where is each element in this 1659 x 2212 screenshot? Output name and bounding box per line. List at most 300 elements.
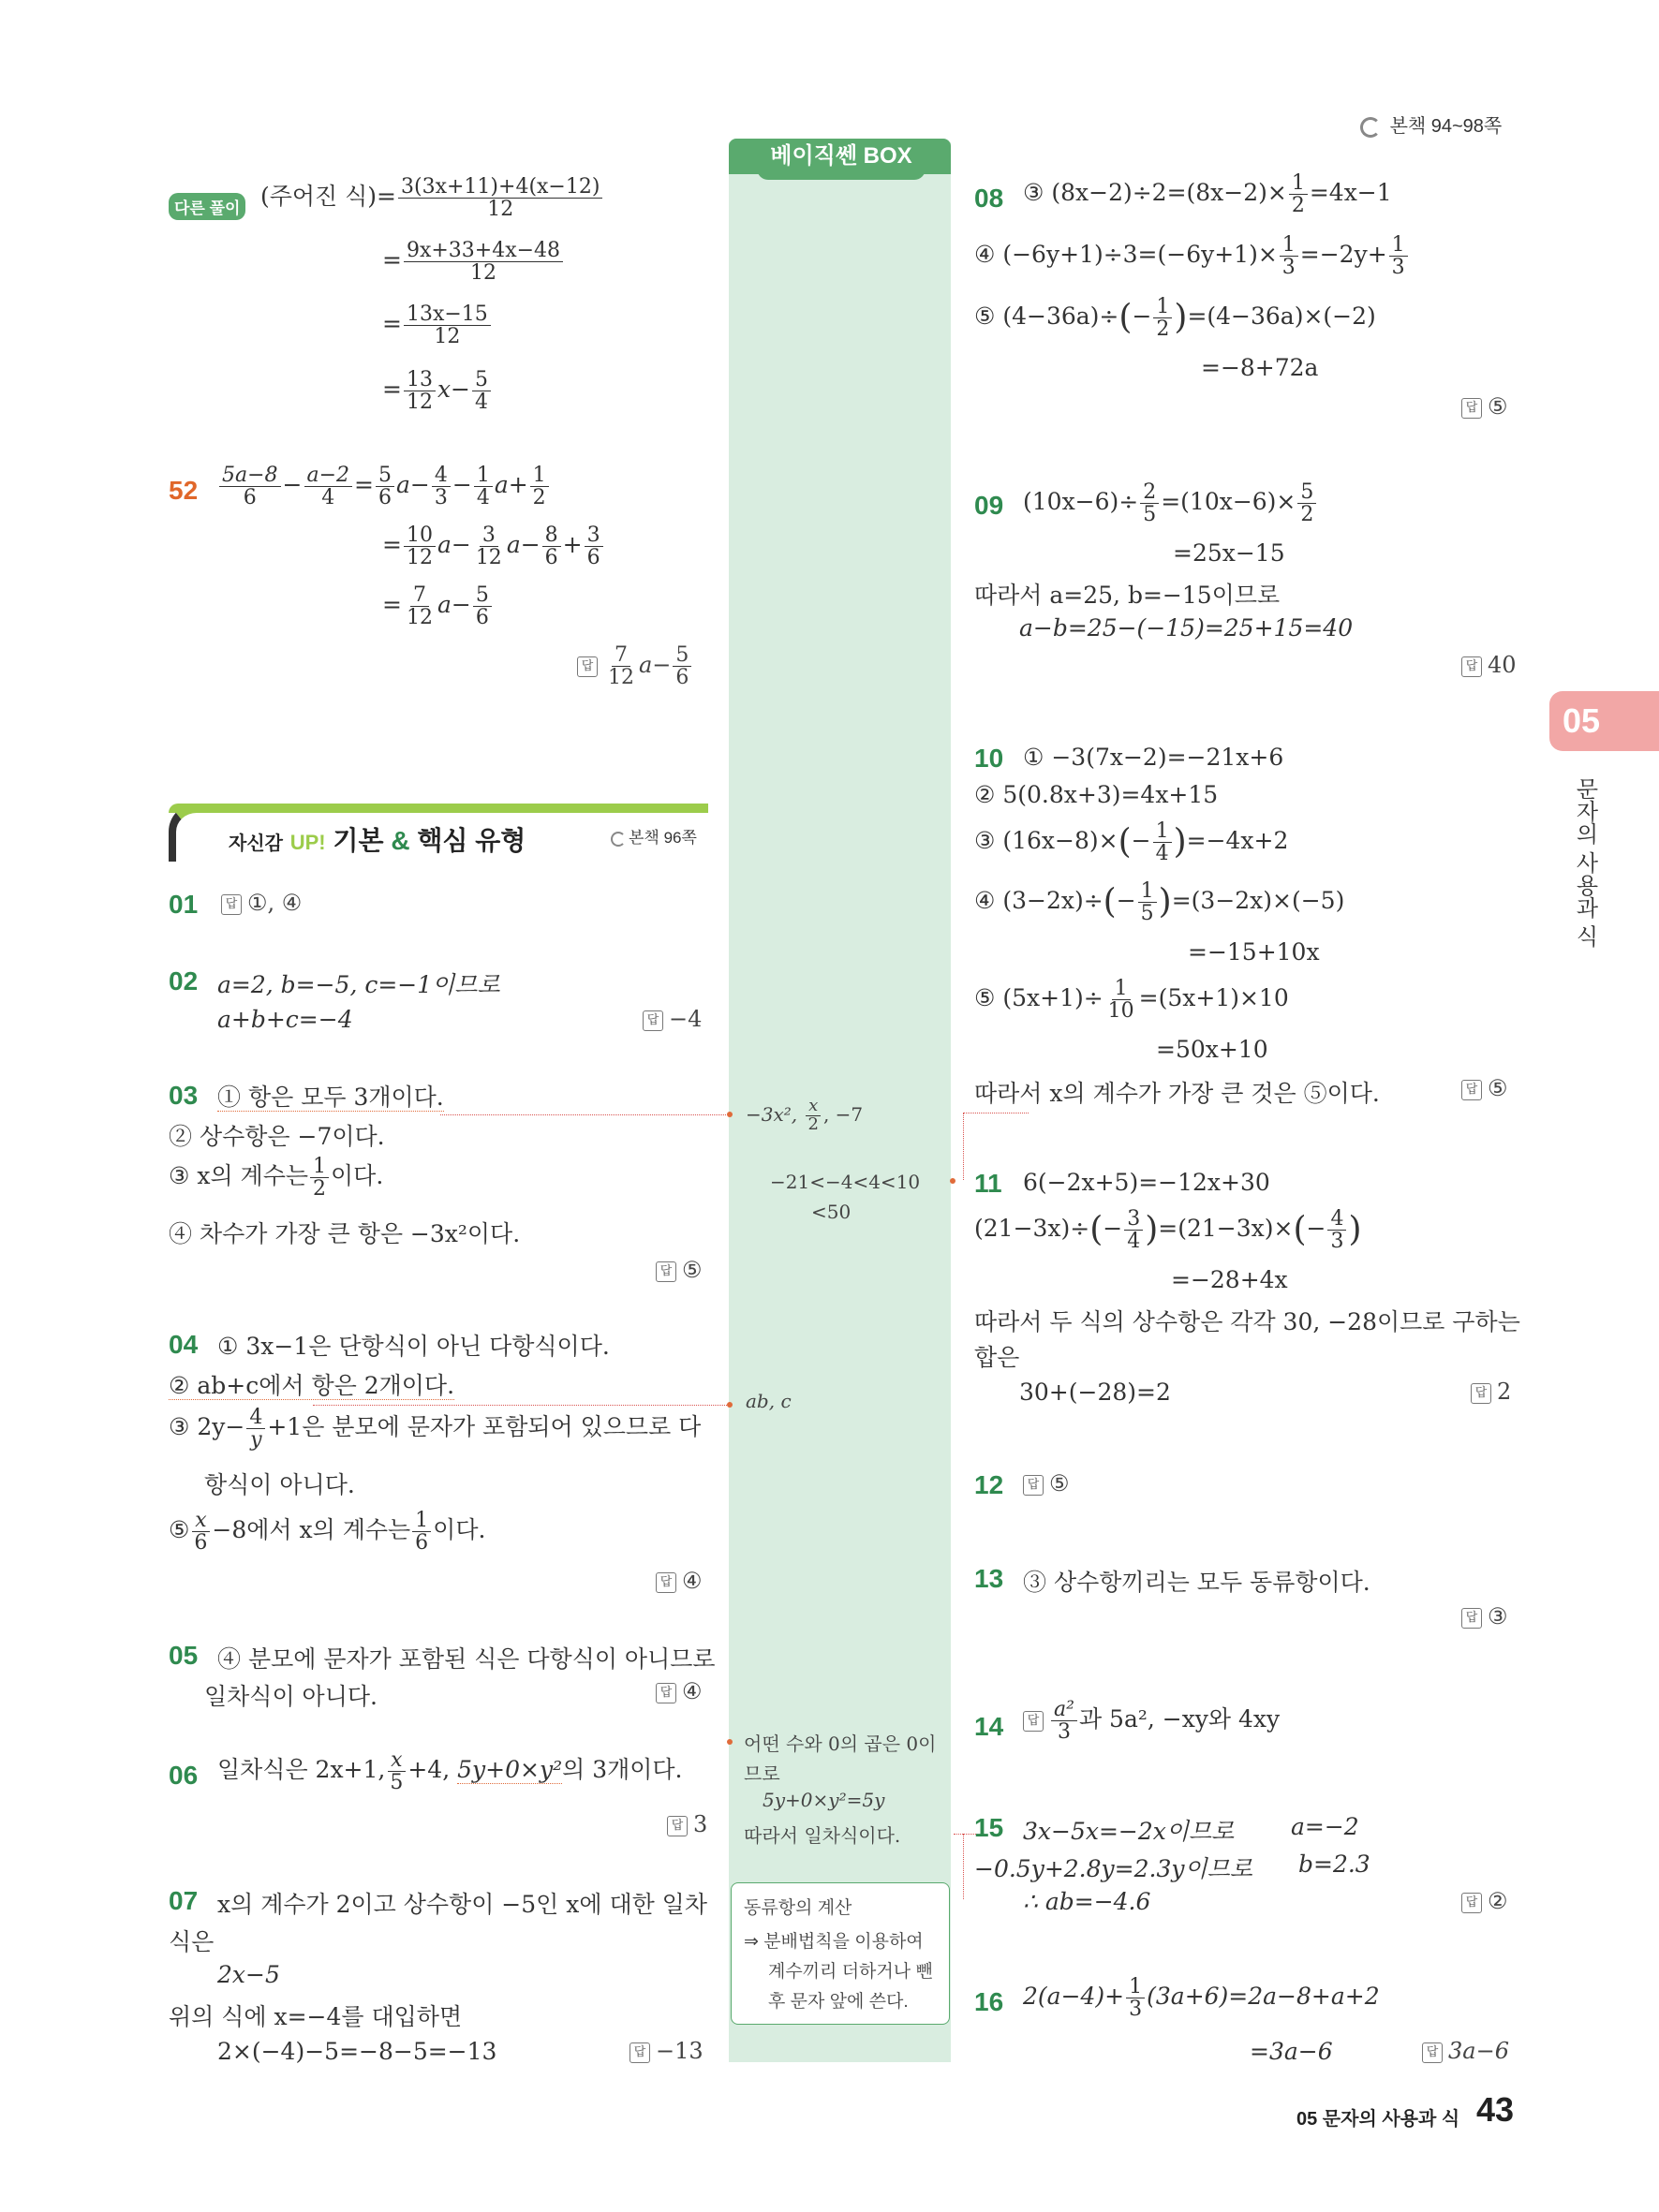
p06-line-1 [217,1749,683,1793]
fraction [1105,978,1137,1022]
answer-icon: 답 [643,1010,663,1031]
expr-part: a− [437,591,471,619]
problem-number-11: 11 [974,1169,1002,1198]
fraction [310,1156,329,1200]
answer-icon: 답 [1461,398,1482,419]
frac-num: 13 [404,369,436,391]
frac-num: 1 [1289,172,1308,195]
problem-number-15: 15 [974,1813,1004,1842]
frac-den: 4 [475,391,488,415]
fraction [473,524,505,568]
alt-line-2: = $\frac{9x+33+4x-48}{12}$ [382,240,565,284]
p04-line-2 [169,1367,454,1401]
p10-line-7: =50x+10 [1156,1036,1268,1063]
answer-text: ⑤ [1488,393,1508,420]
section-ref [611,824,697,848]
p05-line-1: ④ 분모에 문자가 포함된 식은 다항식이 아니므로 [217,1645,716,1673]
fraction [404,524,436,568]
problem-number-06: 06 [169,1761,199,1790]
frac-num: 5 [673,644,691,667]
expr-part: − [452,471,472,499]
expr-part: =(5x+1)×10 [1138,984,1289,1012]
expr-part: a+ [494,471,528,499]
problem-number-52: 52 [169,476,199,505]
p07-line-4: 위의 식에 x=−4를 대입하면 [169,2003,463,2030]
answer-text: 40 [1488,652,1517,678]
connector-11-v [963,1113,964,1180]
frac-den: 4 [476,486,490,510]
section-rest: 핵심 유형 [417,826,526,855]
expr-part: 이다. [331,1162,384,1190]
frac-den: 3 [1281,256,1296,280]
p09-line-2: =25x−15 [1173,539,1285,567]
p13-line-1: ③ 상수항끼리는 모두 동류항이다. [1023,1569,1370,1596]
expr-part: =(21−3x)× [1158,1215,1294,1243]
expr-part: ③ (16x−8)× [974,827,1118,855]
fraction [1389,234,1408,278]
p15-line-2-result: b=2.3 [1298,1851,1370,1878]
frac-num: 5 [1297,481,1316,504]
p07-line-3: 2x−5 [217,1961,280,1988]
p15-line-3: ∴ ab=−4.6 [1023,1888,1151,1915]
p15-line-2 [974,1851,1252,1884]
frac-num: 10 [404,524,436,547]
fraction [1153,820,1172,864]
problem-number-10: 10 [974,744,1004,773]
p16-answer [1422,2038,1509,2064]
expr-part: (21−3x)÷ [974,1215,1090,1243]
fraction [219,465,281,509]
frac-den: 12 [470,261,496,286]
problem-number-09: 09 [974,491,1004,520]
p03-line-1 [217,1079,444,1113]
answer-icon: 답 [577,656,598,677]
note-11-b: <50 [811,1201,852,1223]
paren: ) [1158,882,1172,922]
frac-den: 2 [1156,317,1170,342]
fraction [404,240,563,284]
problem-number-05: 05 [169,1641,199,1670]
frac-den: 12 [434,325,461,349]
problem-number-16: 16 [974,1987,1004,2016]
answer-icon: 답 [1023,1475,1044,1496]
fraction [1124,1208,1143,1252]
answer-text: ② [1488,1888,1508,1914]
fraction [376,465,394,509]
expr-part: =(4−36a)×(−2) [1187,302,1376,331]
fraction [473,584,492,628]
p04-text-2: ② ab+c에서 항은 2개이다. [169,1372,455,1399]
problem-number-12: 12 [974,1470,1004,1499]
answer-icon: 답 [1471,1383,1491,1404]
paren: ) [1173,822,1187,862]
p16-line-1 [1023,1976,1380,2020]
frac-num: 1 [310,1156,329,1178]
expr-part: ③ 2y− [169,1413,245,1441]
frac-den: 12 [406,546,433,570]
frac-den: 6 [544,546,558,570]
frac-num: 1 [1138,880,1157,903]
p07-line-5: 2×(−4)−5=−8−5=−13 [217,2038,497,2065]
page-number: 43 [1476,2090,1515,2129]
answer-text: 3 [693,1811,708,1837]
expr-part: −8에서 x의 계수는 [212,1516,411,1544]
frac-den: 5 [1140,902,1154,926]
answer-icon: 답 [1461,1608,1482,1629]
expr-part: x− [437,376,470,404]
fraction [404,303,491,347]
frac-num: 5 [473,584,492,607]
p07-line-2: 식은 [169,1928,215,1955]
expr-part: (3a+6)=2a−8+a+2 [1147,1983,1380,2011]
p04-line-5 [169,1510,485,1554]
frac-den: 12 [406,391,433,415]
frac-den: 5 [390,1771,404,1795]
fraction [1297,481,1316,525]
paren: ( [1293,1210,1307,1249]
note-04: ab, c [746,1390,792,1412]
expr-part: ⑤ [169,1516,190,1544]
p15-line-1 [1023,1813,1234,1847]
connector-15-h [954,1834,976,1835]
expr-part: a− [639,652,672,679]
p52-line-1: $\frac{5a-8}{6}$ − $\frac{a-2}{4}$ = $\frac{5}{6}$ a− $\frac{4}{3}$ − $\frac{1}{4}$ a+ $\frac{1}{2}$ [217,465,551,509]
p03-line-2: ② 상수항은 −7이다. [169,1123,385,1150]
frac-num: 3 [480,524,498,547]
note-part: , −7 [822,1102,864,1126]
fraction [1140,481,1159,525]
expr-part: =−2y+ [1299,241,1387,269]
paren: ( [1103,882,1117,922]
answer-icon: 답 [1461,1893,1482,1913]
p02-line-2: a+b+c=−4 [217,1006,353,1033]
frac-den: 4 [1127,1230,1141,1254]
answer-text: −4 [669,1006,703,1032]
fraction [304,465,353,509]
frac-den: 12 [608,666,634,690]
fraction [472,369,491,413]
paren: ) [1348,1210,1362,1249]
frac-num: x [192,1510,209,1532]
fraction [806,1098,822,1134]
fraction [585,524,603,568]
p06-answer [667,1811,707,1837]
answer-icon: 답 [630,2042,650,2063]
frac-num: 4 [1327,1208,1346,1231]
fraction [1327,1208,1346,1252]
fraction [474,465,493,509]
p11-line-6: 30+(−28)=2 [1019,1379,1171,1406]
frac-num: 5 [472,369,491,391]
frac-num: 3 [1124,1208,1143,1231]
frac-num: x [806,1098,821,1116]
expr-part: 3x−5x=−2x이므로 [1023,1818,1235,1845]
refresh-icon [611,832,626,847]
alt-line-4: = $\frac{13}{12}$ x− $\frac{5}{4}$ [382,369,493,413]
frac-num: 7 [410,584,429,607]
expr-part: +1은 분모에 문자가 포함되어 있으므로 다 [267,1413,702,1441]
section-green-strip [169,804,708,813]
frac-num: 1 [530,465,549,487]
note-06-l4: 따라서 일차식이다. [744,1824,901,1847]
section-ref-label: 본책 96쪽 [629,829,697,847]
frac-den: 2 [1291,194,1305,218]
page-ref-header: 본책 94~98쪽 [1360,111,1502,138]
frac-den: 2 [1300,503,1314,527]
expr-part: 과 5a², −xy와 4xy [1078,1705,1281,1733]
fraction [387,1749,406,1793]
note-06-l1: 어떤 수와 0의 곱은 0이 [744,1733,937,1755]
frac-den: y [250,1428,262,1453]
frac-den: 6 [475,606,489,630]
p13-answer [1461,1603,1508,1630]
answer-icon: 답 [1023,1711,1044,1732]
frac-den: 6 [586,546,600,570]
answer-text: −13 [656,2038,704,2064]
problem-number-13: 13 [974,1564,1004,1593]
problem-number-04: 04 [169,1330,199,1359]
frac-num: 1 [1153,820,1172,843]
frac-den: 3 [1391,256,1405,280]
frac-num: 5 [376,465,394,487]
frac-num: a−2 [304,465,353,487]
chapter-title-vertical: 문자의 사용과 식 [1572,777,1597,948]
expr-part: +4, [407,1756,451,1784]
p11-answer [1471,1379,1511,1405]
box-title: 베이직쎈 BOX [757,139,926,180]
p10-answer [1461,1075,1508,1101]
alt-line-3: = $\frac{13x-15}{12}$ [382,303,493,347]
connector-04 [313,1405,727,1406]
p12-answer [1023,1470,1070,1497]
fraction [1126,1976,1145,2020]
expr-part: −0.5y+2.8y=2.3y이므로 [974,1855,1252,1882]
answer-text: ④ [682,1568,703,1594]
p52-answer [577,644,693,688]
answer-text: 3a−6 [1448,2038,1509,2064]
fraction [404,584,436,628]
frac-den: 3 [434,486,448,510]
p03-answer [656,1257,703,1283]
frac-num: 1 [412,1510,431,1532]
fraction [542,524,561,568]
answer-icon: 답 [667,1816,688,1836]
frac-den: 2 [532,486,546,510]
p04-line-3 [169,1407,701,1451]
p14-line-1 [1023,1699,1280,1743]
frac-den: 3 [1129,1998,1143,2022]
connector-dot [727,1739,733,1745]
frac-den: 4 [1155,842,1169,866]
paren: ( [1089,1210,1104,1249]
expr-part: + [562,531,583,559]
chapter-tab: 05 [1549,691,1659,751]
expr-part: (10x−6)÷ [1023,488,1139,516]
like-terms-l1: ⇒ 분배법칙을 이용하여 [744,1932,924,1952]
frac-num: x [388,1749,405,1772]
p04-answer [656,1568,703,1594]
expr-part: =(3−2x)×(−5) [1171,887,1345,915]
p11-line-3: =−28+4x [1171,1266,1288,1293]
section-dark-corner [169,804,217,862]
footer-chapter: 05 문자의 사용과 식 [1296,2109,1460,2130]
p03-line-3 [169,1156,383,1200]
fraction [404,369,436,413]
p06-underlined: 5y+0×y² [457,1756,563,1784]
p08-line-4: =−8+72a [1201,354,1319,381]
p07-line-1: x의 계수가 2이고 상수항이 −5인 x에 대한 일차 [217,1891,707,1918]
fraction [246,1407,265,1451]
paren: ) [1174,298,1188,337]
fraction [432,465,451,509]
frac-num: 1 [1126,1976,1145,1998]
answer-icon: 답 [1461,656,1482,677]
p09-answer [1461,652,1517,678]
section-up: UP! [289,831,326,854]
answer-text: ④ [682,1678,703,1704]
frac-den: 2 [313,1177,327,1202]
expr-part: 이다. [433,1516,486,1544]
frac-num: 8 [542,524,561,547]
p10-line-6 [974,978,1289,1022]
expr-part: =−4x+2 [1186,827,1289,855]
frac-num: 1 [1280,234,1298,257]
fraction [412,1510,431,1554]
p10-line-4: ④ (3−2x)÷(− $\frac{1}{5}$ )=(3−2x)×(−5) [974,879,1345,926]
p15-line-1-result: a=−2 [1291,1813,1359,1840]
expr-part: ③ x의 계수는 [169,1162,309,1190]
fraction [398,176,602,220]
refresh-icon [1360,117,1381,138]
fraction [1289,172,1308,216]
p10-line-2: ② 5(0.8x+3)=4x+15 [974,781,1219,808]
fraction [1280,234,1298,278]
paren: ) [1145,1210,1159,1249]
frac-den: 10 [1107,999,1134,1024]
p10-line-1: ① −3(7x−2)=−21x+6 [1023,744,1284,771]
paren: ( [1118,298,1133,337]
answer-text: 2 [1497,1379,1512,1405]
fraction [1051,1699,1077,1743]
expr-part: ⑤ (5x+1)÷ [974,984,1104,1012]
frac-num: 13x−15 [404,303,491,326]
answer-text: ⑤ [1049,1470,1070,1497]
answer-text: ⑤ [682,1257,703,1283]
frac-num: 9x+33+4x−48 [404,240,563,262]
p05-answer [656,1678,703,1704]
p05-line-2: 일차식이 아니다. [204,1683,378,1710]
expr-part: =(10x−6)× [1161,488,1296,516]
expr-part: =4x−1 [1309,179,1392,207]
section-prefix: 자신감 [229,833,283,854]
problem-number-02: 02 [169,966,199,995]
frac-num: 3(3x+11)+4(x−12) [398,176,602,199]
p11-line-5: 합은 [974,1344,1020,1371]
frac-num: 7 [612,644,630,667]
expr-part: 2(a−4)+ [1023,1983,1125,2011]
frac-den: 12 [475,546,502,570]
frac-den: 6 [378,486,392,510]
connector-dot [727,1402,733,1408]
frac-den: 4 [321,486,335,510]
note-06-l3: 5y+0×y²=5y [763,1789,885,1811]
frac-den: 2 [807,1113,819,1134]
answer-text: ③ [1488,1603,1508,1630]
p08-line-3: ⑤ (4−36a)÷(− $\frac{1}{2}$ )=(4−36a)×(−2) [974,295,1376,342]
answer-icon: 답 [656,1683,676,1703]
expr-part: ④ (3−2x)÷ [974,887,1104,915]
section-main: 기본 [333,826,384,855]
expr-part: ④ (−6y+1)÷3=(−6y+1)× [974,241,1278,269]
problem-number-07: 07 [169,1886,199,1915]
p01-answer [221,890,302,916]
connector-15-v [963,1834,964,1899]
p02-answer [643,1006,702,1032]
answer-text: ①, ④ [247,890,303,916]
problem-number-08: 08 [974,184,1004,213]
connector-dot [727,1112,733,1117]
frac-num: 1 [1389,234,1408,257]
answer-icon: 답 [656,1572,676,1593]
connector-03 [440,1114,726,1115]
p11-line-4: 따라서 두 식의 상수항은 각각 30, −28이므로 구하는 [974,1308,1520,1335]
p03-text-1: ① 항은 모두 3개이다. [217,1084,444,1111]
p09-line-4: a−b=25−(−15)=25+15=40 [1019,614,1354,641]
frac-den: 6 [243,486,257,510]
fraction [605,644,637,688]
expr-part: 의 3개이다. [562,1756,683,1784]
expr-part: 일차식은 2x+1, [217,1756,386,1784]
frac-num: a² [1051,1699,1077,1721]
section-amp: & [391,826,410,855]
p52-line-2: = $\frac{10}{12}$ a− $\frac{3}{12}$ a− $\frac{8}{6}$ + $\frac{3}{6}$ [382,524,605,568]
fraction [673,644,691,688]
p07-answer [630,2038,704,2064]
frac-den: 3 [1057,1720,1071,1745]
expr-part: a− [506,531,541,559]
problem-number-14: 14 [974,1712,1004,1741]
section-title [229,820,526,858]
like-terms-title: 동류항의 계산 [744,1898,852,1918]
note-06-l2: 므로 [744,1762,780,1785]
frac-num: 1 [474,465,493,487]
p08-line-1 [1023,172,1392,216]
fraction [1138,880,1157,924]
p11-line-1: 6(−2x+5)=−12x+30 [1023,1169,1270,1196]
expr-part: a− [437,531,471,559]
expr-part: ③ (8x−2)÷2=(8x−2)× [1023,179,1287,207]
p10-line-5: =−15+10x [1188,938,1320,966]
like-terms-l3: 후 문자 앞에 쓴다. [768,1992,909,2012]
p11-line-2: (21−3x)÷(− $\frac{3}{4}$ )=(21−3x)×(− $\frac{4}{3}$ ) [974,1207,1362,1254]
paren: ( [1118,822,1132,862]
answer-text: ⑤ [1488,1075,1508,1101]
fraction [1153,296,1172,340]
frac-den: 3 [1330,1230,1344,1254]
p08-line-2 [974,234,1410,278]
p09-line-1 [1023,481,1318,525]
frac-den: 6 [675,666,689,690]
like-terms-l2: 계수끼리 더하거나 뺀 [768,1962,933,1982]
answer-icon: 답 [1422,2042,1443,2063]
p02-line-1: a=2, b=−5, c=−1이므로 [217,971,500,998]
problem-number-01: 01 [169,890,199,919]
fraction [191,1510,210,1554]
p08-answer [1461,393,1508,420]
problem-number-03: 03 [169,1081,199,1110]
note-part: −3x², [746,1102,798,1126]
frac-den: 12 [406,606,433,630]
